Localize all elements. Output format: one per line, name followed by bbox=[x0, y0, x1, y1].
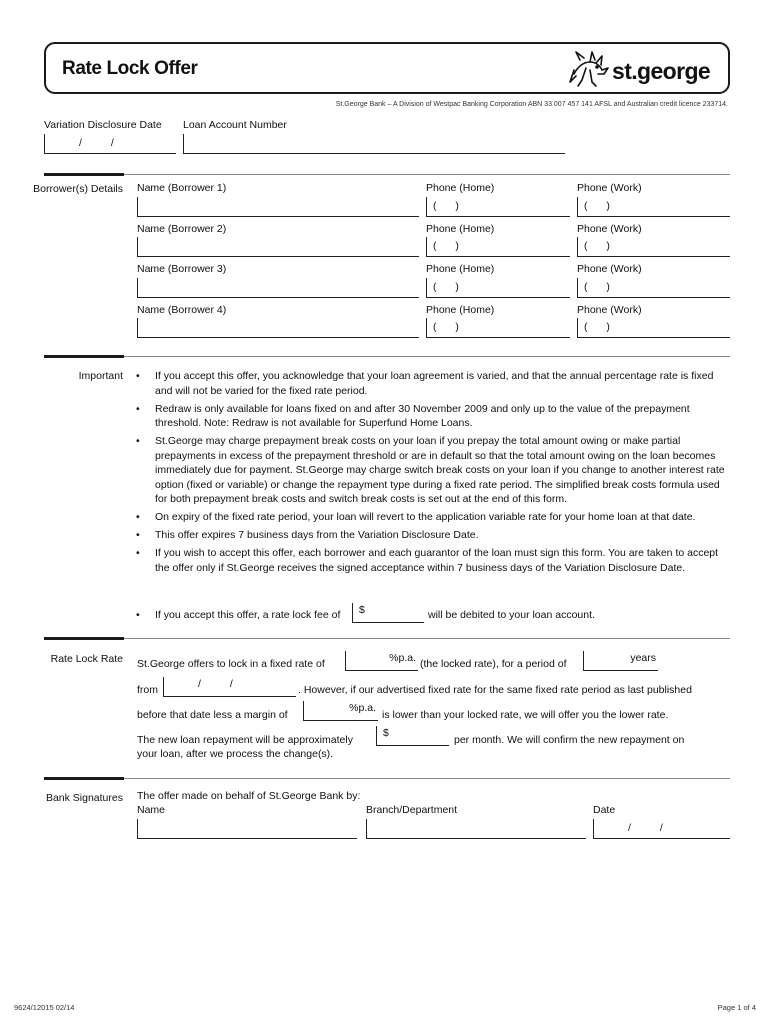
bullet-marker: • bbox=[136, 547, 140, 559]
bullet-text: If you wish to accept this offer, each borrower and each guarantor of the loan must sign this form. You are taken to accept the offer only if St.George receives the signed acceptance within 7 business days of the Variation Disclosure Date. bbox=[155, 547, 719, 574]
list-item bbox=[136, 510, 730, 525]
bank-name-field[interactable] bbox=[137, 819, 357, 839]
borrower-4-phone-work-field[interactable] bbox=[577, 318, 730, 338]
repayment-amount-field[interactable] bbox=[376, 726, 449, 746]
variation-date-label: Variation Disclosure Date bbox=[44, 119, 162, 131]
borrower-2-phone-work-label: Phone (Work) bbox=[577, 223, 642, 235]
list-item bbox=[136, 434, 730, 507]
area-code-placeholder: ( ) bbox=[584, 281, 610, 293]
loan-account-label: Loan Account Number bbox=[183, 119, 287, 131]
borrower-1-phone-home-field[interactable] bbox=[426, 197, 570, 217]
section-rule-thin bbox=[124, 356, 730, 357]
from-label: from bbox=[137, 684, 158, 696]
area-code-placeholder: ( ) bbox=[584, 240, 610, 252]
bullet-marker: • bbox=[136, 511, 140, 523]
section-rule bbox=[44, 777, 124, 780]
area-code-placeholder: ( ) bbox=[433, 240, 459, 252]
from-date-field[interactable] bbox=[163, 677, 296, 697]
bullet-marker: • bbox=[136, 529, 140, 541]
bullet-text: If you accept this offer, you acknowledge that your loan agreement is varied, and that the annual percentage rate is fixed and will not be varied for the fixed rate period. bbox=[155, 370, 714, 397]
bullet-text: St.George may charge prepayment break costs on your loan if you prepay the total amount owing or make partial prepayments in excess of the prepayment threshold or are in default so that the total amount owing on the loan becomes immediately due for payment. St.George may charge switch break costs on your loan if you change to another interest rate option (fixed or variable) or change the repayment type during a fixed rate period. The simplified break costs formula used for both prepayment break costs and switch break costs is set out at the end of this form. bbox=[155, 435, 725, 505]
lower-rate-text: is lower than your locked rate, we will offer you the lower rate. bbox=[382, 709, 669, 721]
branch-field[interactable] bbox=[366, 819, 586, 839]
area-code-placeholder: ( ) bbox=[584, 321, 610, 333]
rate-lock-fee-suffix: will be debited to your loan account. bbox=[428, 609, 595, 621]
however-text: . However, if our advertised fixed rate for the same fixed rate period as last published bbox=[298, 684, 692, 696]
borrower-2-phone-home-label: Phone (Home) bbox=[426, 223, 495, 235]
borrower-3-phone-work-label: Phone (Work) bbox=[577, 263, 642, 275]
borrower-1-name-field[interactable] bbox=[137, 197, 419, 217]
header-disclaimer: St.George Bank – A Division of Westpac Banking Corporation ABN 33 007 457 141 AFSL and Australian credit licence 233714. bbox=[335, 101, 728, 108]
locked-rate-text: (the locked rate), for a period of bbox=[420, 658, 567, 670]
years-unit-label: years bbox=[630, 652, 656, 664]
borrower-4-name-field[interactable] bbox=[137, 318, 419, 338]
area-code-placeholder: ( ) bbox=[433, 321, 459, 333]
area-code-placeholder: ( ) bbox=[584, 200, 610, 212]
borrower-4-name-label: Name (Borrower 4) bbox=[137, 304, 227, 316]
date-placeholder: / / bbox=[79, 137, 114, 149]
offers-text: St.George offers to lock in a fixed rate of bbox=[137, 658, 325, 670]
name-label: Name bbox=[137, 804, 166, 816]
bank-date-field[interactable] bbox=[593, 819, 730, 839]
rate-lock-section-label: Rate Lock Rate bbox=[50, 653, 123, 665]
signatures-intro: The offer made on behalf of St.George Bank by: bbox=[137, 790, 361, 802]
rate-lock-fee-bullet: • bbox=[136, 609, 140, 621]
list-item bbox=[136, 402, 730, 431]
area-code-placeholder: ( ) bbox=[433, 200, 459, 212]
bullet-text: This offer expires 7 business days from the Variation Disclosure Date. bbox=[155, 529, 479, 541]
borrower-3-phone-work-field[interactable] bbox=[577, 278, 730, 298]
dollar-sign: $ bbox=[383, 727, 389, 739]
date-label: Date bbox=[593, 804, 616, 816]
pa-unit-label: %p.a. bbox=[349, 702, 376, 714]
section-rule bbox=[44, 355, 124, 358]
after-process-text: your loan, after we process the change(s). bbox=[137, 748, 334, 760]
important-section-label: Important bbox=[78, 370, 123, 382]
borrower-3-name-label: Name (Borrower 3) bbox=[137, 263, 227, 275]
borrower-2-name-field[interactable] bbox=[137, 237, 419, 257]
borrower-3-name-field[interactable] bbox=[137, 278, 419, 298]
bullet-text: On expiry of the fixed rate period, your loan will revert to the application variable rate for your home loan at that date. bbox=[155, 511, 696, 523]
section-rule-thin bbox=[124, 174, 730, 175]
section-rule-thin bbox=[124, 638, 730, 639]
variation-date-field[interactable] bbox=[44, 134, 176, 154]
borrower-3-phone-home-field[interactable] bbox=[426, 278, 570, 298]
bullet-marker: • bbox=[136, 402, 140, 415]
margin-field[interactable] bbox=[303, 701, 378, 721]
per-month-text: per month. We will confirm the new repayment on bbox=[454, 734, 685, 746]
date-placeholder: / / bbox=[628, 822, 663, 834]
page-number: Page 1 of 4 bbox=[717, 1003, 756, 1012]
borrower-1-name-label: Name (Borrower 1) bbox=[137, 182, 227, 194]
area-code-placeholder: ( ) bbox=[433, 281, 459, 293]
section-rule-thin bbox=[124, 778, 730, 779]
bullet-text: Redraw is only available for loans fixed on and after 30 November 2009 and only up to the value of the prepayment threshold. Note: Redraw is not available for Superfund Home Loans. bbox=[155, 402, 690, 429]
borrower-4-phone-home-field[interactable] bbox=[426, 318, 570, 338]
repayment-text: The new loan repayment will be approximately bbox=[137, 734, 353, 746]
borrower-1-phone-work-field[interactable] bbox=[577, 197, 730, 217]
branch-label: Branch/Department bbox=[366, 804, 458, 816]
borrower-1-phone-home-label: Phone (Home) bbox=[426, 182, 495, 194]
borrower-4-phone-work-label: Phone (Work) bbox=[577, 304, 642, 316]
list-item bbox=[136, 528, 730, 543]
date-placeholder: / / bbox=[198, 678, 233, 690]
borrower-2-phone-home-field[interactable] bbox=[426, 237, 570, 257]
dollar-sign: $ bbox=[359, 604, 365, 616]
borrower-2-name-label: Name (Borrower 2) bbox=[137, 223, 227, 235]
loan-account-field[interactable] bbox=[183, 134, 565, 154]
bank-signatures-section-label: Bank Signatures bbox=[45, 792, 123, 804]
rate-lock-fee-field[interactable] bbox=[352, 603, 424, 623]
brand-logo-text: st.george bbox=[612, 58, 711, 84]
section-rule bbox=[44, 173, 124, 176]
list-item bbox=[136, 369, 730, 398]
borrower-2-phone-work-field[interactable] bbox=[577, 237, 730, 257]
period-years-field[interactable] bbox=[583, 651, 658, 671]
bullet-marker: • bbox=[136, 370, 140, 382]
important-bullet-list bbox=[136, 369, 730, 579]
borrower-3-phone-home-label: Phone (Home) bbox=[426, 263, 495, 275]
dragon-logo-icon bbox=[566, 46, 612, 90]
borrowers-section-label: Borrower(s) Details bbox=[33, 183, 123, 195]
before-text: before that date less a margin of bbox=[137, 709, 288, 721]
fixed-rate-field[interactable] bbox=[345, 651, 418, 671]
bullet-marker: • bbox=[136, 435, 140, 447]
rate-lock-fee-prefix: If you accept this offer, a rate lock fee of bbox=[155, 609, 341, 621]
borrower-1-phone-work-label: Phone (Work) bbox=[577, 182, 642, 194]
list-item bbox=[136, 546, 730, 575]
section-rule bbox=[44, 637, 124, 640]
pa-unit-label: %p.a. bbox=[389, 652, 416, 664]
borrower-4-phone-home-label: Phone (Home) bbox=[426, 304, 495, 316]
form-code: 9624/12015 02/14 bbox=[14, 1003, 75, 1012]
page-title: Rate Lock Offer bbox=[62, 58, 198, 79]
